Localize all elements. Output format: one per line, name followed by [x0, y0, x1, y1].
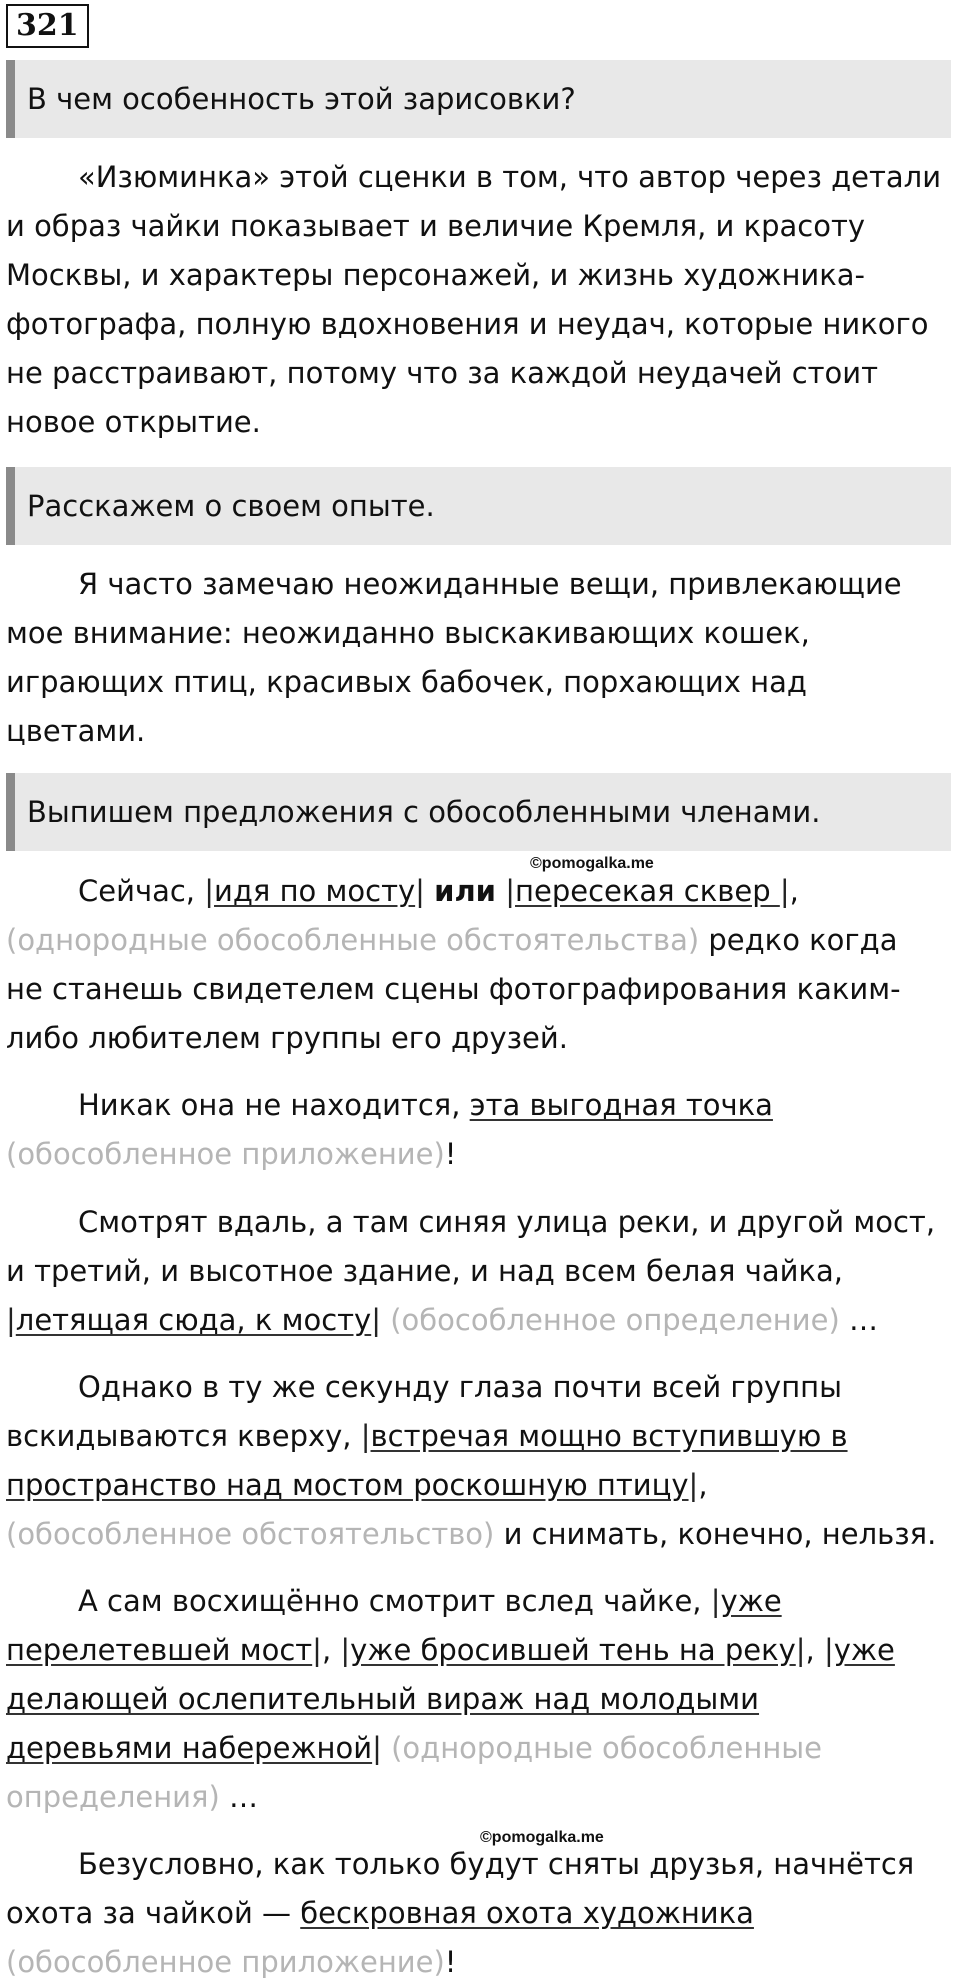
sentence-4-line-2: [6, 1412, 958, 1461]
sentence-2: [6, 1081, 958, 1179]
question-box-2: [6, 467, 951, 545]
sentence-text: Сейчас,: [78, 874, 205, 908]
boundary-mark: |: [710, 1584, 721, 1618]
underlined-phrase: деревьями набережной: [6, 1731, 373, 1765]
answer-1-line-5: не расстраивают, потому что за каждой неудачей стоит: [6, 356, 879, 390]
sentence-5-line-4: [6, 1724, 958, 1773]
boundary-mark: |: [371, 1303, 381, 1337]
sentence-3-line-3: [6, 1296, 958, 1345]
sentence-2-line-1: [6, 1081, 958, 1130]
boundary-mark: |: [6, 1303, 16, 1337]
underlined-phrase: уже бросившей тень на реку: [350, 1633, 796, 1667]
underlined-phrase: идя по мосту: [214, 874, 416, 908]
boundary-mark: |: [505, 874, 516, 908]
watermark: ©pomogalka.me: [480, 1829, 604, 1846]
grammar-note: определения): [6, 1780, 220, 1814]
sentence-text: вскидываются кверху,: [6, 1419, 361, 1453]
sentence-text: и снимать, конечно, нельзя.: [494, 1517, 937, 1551]
underlined-phrase: уже: [833, 1633, 895, 1667]
sentence-1-line-1: [6, 867, 958, 916]
answer-1-line-2: и образ чайки показывает и величие Кремля, и красоту: [6, 209, 866, 243]
sentence-text: ,: [698, 1468, 708, 1502]
sentence-text: ,: [789, 874, 799, 908]
grammar-note: (обособленное приложение): [6, 1945, 445, 1979]
grammar-note: (однородные обособленные: [391, 1731, 823, 1765]
underlined-phrase: летящая сюда, к мосту: [15, 1303, 372, 1337]
boundary-mark: |: [372, 1731, 382, 1765]
underlined-phrase: уже: [720, 1584, 782, 1618]
answer-1-line-1: «Изюминка» этой сценки в том, что автор через детали: [78, 160, 942, 194]
grammar-note: (обособленное определение): [390, 1303, 840, 1337]
underlined-phrase: перелетевшей мост: [6, 1633, 313, 1667]
sentence-5: [6, 1577, 958, 1822]
answer-1-line-4: фотографа, полную вдохновения и неудач, которые никого: [6, 307, 929, 341]
sentence-5-line-2: [6, 1626, 958, 1675]
sentence-text: Никак она не находится,: [78, 1088, 470, 1122]
question-box-3: [6, 773, 951, 851]
answer-2: [6, 560, 958, 756]
sentence-text: редко когда: [699, 923, 898, 957]
sentence-text: охота за чайкой —: [6, 1896, 301, 1930]
sentence-1-line-2: [6, 916, 958, 965]
underlined-phrase: встречая мощно вступившую в: [370, 1419, 848, 1453]
question-1-text: В чем особенность этой зарисовки?: [27, 82, 576, 116]
grammar-note: (однородные обособленные обстоятельства): [6, 923, 700, 957]
answer-2-line-4: цветами.: [6, 714, 146, 748]
boundary-mark: |: [823, 1633, 834, 1667]
sentence-3: [6, 1198, 958, 1345]
sentence-1-line-3: не станешь свидетелем сцены фотографирования каким-: [6, 972, 901, 1006]
sentence-5-line-5: [6, 1773, 958, 1822]
watermark: ©pomogalka.me: [530, 855, 654, 872]
answer-2-line-3: играющих птиц, красивых бабочек, порхающих над: [6, 665, 807, 699]
grammar-note: (обособленное обстоятельство): [6, 1517, 495, 1551]
sentence-1-line-4: либо любителем группы его друзей.: [6, 1021, 568, 1055]
sentence-text: !: [444, 1945, 457, 1979]
answer-1-line-6: новое открытие.: [6, 405, 261, 439]
answer-2-line-2: мое внимание: неожиданно выскакивающих кошек,: [6, 616, 810, 650]
question-box-1: [6, 60, 951, 138]
underlined-phrase: бескровная охота художника: [300, 1896, 754, 1930]
sentence-3-line-2: и третий, и высотное здание, и над всем белая чайка,: [6, 1254, 843, 1288]
boundary-mark: |: [340, 1633, 351, 1667]
boundary-mark: |: [204, 874, 215, 908]
sentence-6-line-1: Безусловно, как только будут сняты друзья, начнётся: [78, 1847, 915, 1881]
boundary-mark: |: [415, 874, 425, 908]
sentence-5-line-1: [6, 1577, 958, 1626]
boundary-mark: |: [312, 1633, 322, 1667]
sentence-6-line-2: [6, 1889, 958, 1938]
sentence-1: [6, 867, 958, 1063]
boundary-mark: |: [795, 1633, 806, 1667]
sentence-4-line-3: [6, 1461, 958, 1510]
underlined-phrase: пересекая сквер: [515, 874, 780, 908]
sentence-6: [6, 1840, 958, 1987]
task-number: 321: [6, 4, 89, 48]
sentence-5-line-3: [6, 1675, 958, 1724]
underlined-phrase: эта выгодная точка: [469, 1088, 773, 1122]
conjunction-bold: или: [434, 874, 497, 908]
sentence-2-line-2: [6, 1130, 958, 1179]
sentence-text: ,: [805, 1633, 824, 1667]
sentence-text: …: [839, 1303, 878, 1337]
sentence-text: ,: [321, 1633, 341, 1667]
sentence-4: [6, 1363, 958, 1559]
answer-2-line-1: Я часто замечаю неожиданные вещи, привлекающие: [78, 567, 902, 601]
question-3-text: Выпишем предложения с обособленными членами.: [27, 795, 821, 829]
underlined-phrase: делающей ослепительный вираж над молодыми: [6, 1682, 760, 1716]
sentence-text: А сам восхищённо смотрит вслед чайке,: [78, 1584, 711, 1618]
question-2-text: Расскажем о своем опыте.: [27, 489, 435, 523]
answer-1-line-3: Москвы, и характеры персонажей, и жизнь художника-: [6, 258, 866, 292]
sentence-4-line-1: Однако в ту же секунду глаза почти всей группы: [78, 1370, 843, 1404]
grammar-note: (обособленное приложение): [6, 1137, 445, 1171]
answer-1: [6, 153, 958, 447]
boundary-mark: |: [688, 1468, 699, 1502]
boundary-mark: |: [779, 874, 790, 908]
boundary-mark: |: [360, 1419, 371, 1453]
sentence-text: !: [444, 1137, 457, 1171]
sentence-text: …: [219, 1780, 259, 1814]
underlined-phrase: пространство над мостом роскошную птицу: [6, 1468, 689, 1502]
sentence-3-line-1: Смотрят вдаль, а там синяя улица реки, и другой мост,: [78, 1205, 936, 1239]
sentence-4-line-4: [6, 1510, 958, 1559]
